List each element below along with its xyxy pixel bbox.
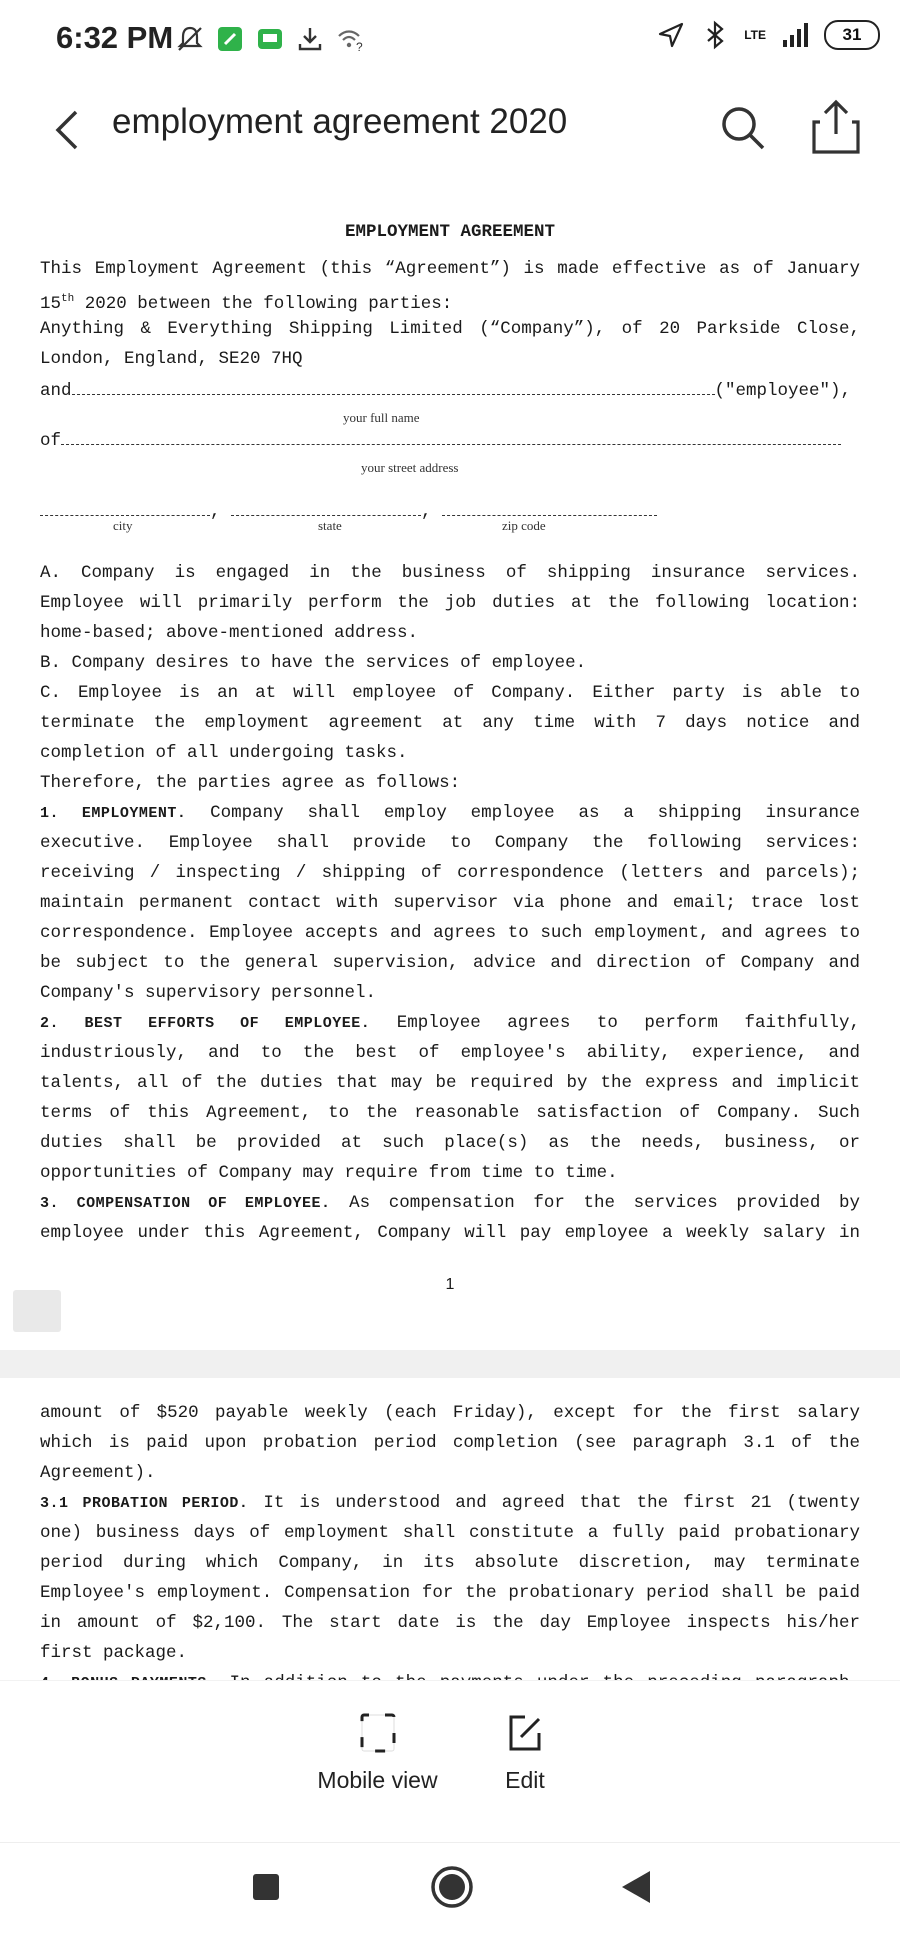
caption-city: city — [113, 518, 133, 533]
page-1 — [0, 180, 900, 1350]
doc-line: 1. EMPLOYMENT. Company shall employ employee as a shipping insurance — [40, 803, 860, 823]
doc-line: terms of this Agreement, to the reasonable satisfaction of Company. Such — [40, 1103, 860, 1123]
doc-line: C. Employee is an at will employee of Company. Either party is able to — [40, 683, 860, 703]
app-icon — [255, 24, 285, 54]
page-number: 1 — [445, 1276, 455, 1293]
section-heading: 3. COMPENSATION OF EMPLOYEE. — [40, 1195, 331, 1212]
employee-name-line: and ("employee"), — [40, 374, 860, 406]
doc-line: Anything & Everything Shipping Limited (“Company”), of 20 Parkside Close, — [40, 319, 860, 339]
doc-line: duties shall be provided at such place(s) as the needs, business, or — [40, 1133, 860, 1153]
doc-line: period during which Company, in its absolute discretion, may terminate — [40, 1553, 860, 1573]
signal-icon — [780, 20, 810, 50]
search-icon[interactable] — [715, 98, 771, 158]
status-bar — [0, 0, 900, 80]
page-2 — [0, 1378, 900, 1678]
doc-line: employee under this Agreement, Company will pay employee a weekly salary in — [40, 1223, 860, 1243]
doc-line: Agreement). — [40, 1463, 156, 1483]
app-icon — [215, 24, 245, 54]
doc-line: 3. COMPENSATION OF EMPLOYEE. As compensation for the services provided by — [40, 1193, 860, 1213]
bluetooth-icon — [700, 20, 730, 50]
edit-button[interactable] — [495, 1711, 555, 1794]
mute-bell-icon — [175, 24, 205, 54]
svg-text:?: ? — [356, 40, 363, 54]
doc-line: talents, all of the duties that may be required by the express and implicit — [40, 1073, 860, 1093]
back-arrow-icon[interactable] — [44, 100, 94, 160]
doc-line: completion of all undergoing tasks. — [40, 743, 408, 763]
status-icons-left — [175, 24, 365, 54]
doc-line: B. Company desires to have the services of employee. — [40, 653, 587, 673]
employee-address-line: of — [40, 424, 860, 456]
edit-icon — [505, 1711, 545, 1755]
section-heading: 3.1 PROBATION PERIOD. — [40, 1495, 249, 1512]
back-nav-icon[interactable] — [620, 1869, 654, 1905]
doc-line: amount of $520 payable weekly (each Friday), except for the first salary — [40, 1403, 860, 1423]
caption-state: state — [318, 518, 342, 533]
doc-line: London, England, SE20 7HQ — [40, 349, 303, 369]
location-icon — [656, 20, 686, 50]
doc-line: home-based; above-mentioned address. — [40, 623, 419, 643]
doc-line: A. Company is engaged in the business of shipping insurance services. — [40, 563, 860, 583]
document-title: employment agreement 2020 — [112, 102, 568, 141]
status-time: 6:32 PM — [56, 20, 174, 55]
section-heading: 1. EMPLOYMENT. — [40, 805, 187, 822]
document-viewer[interactable] — [0, 180, 900, 1680]
system-nav-bar — [0, 1842, 900, 1951]
doc-line: This Employment Agreement (this “Agreement”) is made effective as of January — [40, 259, 860, 279]
doc-line: which is paid upon probation period completion (see paragraph 3.1 of the — [40, 1433, 860, 1453]
caption-zip: zip code — [502, 518, 546, 533]
battery-icon: 31 — [824, 20, 880, 50]
doc-line: be subject to the general supervision, advice and direction of Company and — [40, 953, 860, 973]
doc-line: Company's supervisory personnel. — [40, 983, 377, 1003]
doc-heading: EMPLOYMENT AGREEMENT — [344, 222, 556, 242]
status-icons-right — [656, 20, 880, 50]
doc-line: terminate the employment agreement at any time with 7 days notice and — [40, 713, 860, 733]
doc-line: Employee's employment. Compensation for the probationary period shall be paid — [40, 1583, 860, 1603]
doc-line: maintain permanent contact with supervisor via phone and email; trace lost — [40, 893, 860, 913]
city-state-zip-line: , , — [40, 495, 860, 527]
recent-apps-icon[interactable] — [252, 1873, 280, 1901]
doc-line: 15th 2020 between the following parties: — [40, 293, 453, 314]
doc-line: Employee will primarily perform the job duties at the following location: — [40, 593, 860, 613]
edit-label: Edit — [505, 1767, 545, 1793]
doc-line: industriously, and to the best of employee's ability, experience, and — [40, 1043, 860, 1063]
doc-line: executive. Employee shall provide to Company the following services: — [40, 833, 860, 853]
doc-line: in amount of $2,100. The start date is the day Employee inspects his/her — [40, 1613, 860, 1633]
page-overlay-button[interactable] — [13, 1290, 61, 1332]
wifi-question-icon — [335, 24, 365, 54]
network-type: LTE — [744, 27, 766, 42]
section-heading: 2. BEST EFFORTS OF EMPLOYEE. — [40, 1015, 371, 1032]
download-icon — [295, 24, 325, 54]
caption-street: your street address — [361, 460, 459, 475]
share-icon[interactable] — [806, 96, 866, 158]
doc-line: 3.1 PROBATION PERIOD. It is understood and agreed that the first 21 (twenty — [40, 1493, 861, 1513]
doc-line: Therefore, the parties agree as follows: — [40, 773, 461, 793]
doc-line: one) business days of employment shall constitute a fully paid probationary — [40, 1523, 860, 1543]
app-bar — [0, 80, 900, 180]
home-icon[interactable] — [430, 1865, 474, 1909]
doc-line: first package. — [40, 1643, 188, 1663]
mobile-view-label: Mobile view — [317, 1767, 438, 1793]
caption-full-name: your full name — [343, 410, 420, 425]
doc-line: 2. BEST EFFORTS OF EMPLOYEE. Employee agrees to perform faithfully, — [40, 1013, 860, 1033]
mobile-view-icon — [358, 1711, 398, 1755]
mobile-view-button[interactable] — [310, 1711, 445, 1794]
doc-line: opportunities of Company may require from time to time. — [40, 1163, 618, 1183]
doc-line: receiving / inspecting / shipping of correspondence (letters and parcels); — [40, 863, 860, 883]
doc-line: correspondence. Employee accepts and agrees to such employment, and agrees to — [40, 923, 860, 943]
page-separator — [0, 1350, 900, 1378]
bottom-toolbar — [0, 1680, 900, 1841]
